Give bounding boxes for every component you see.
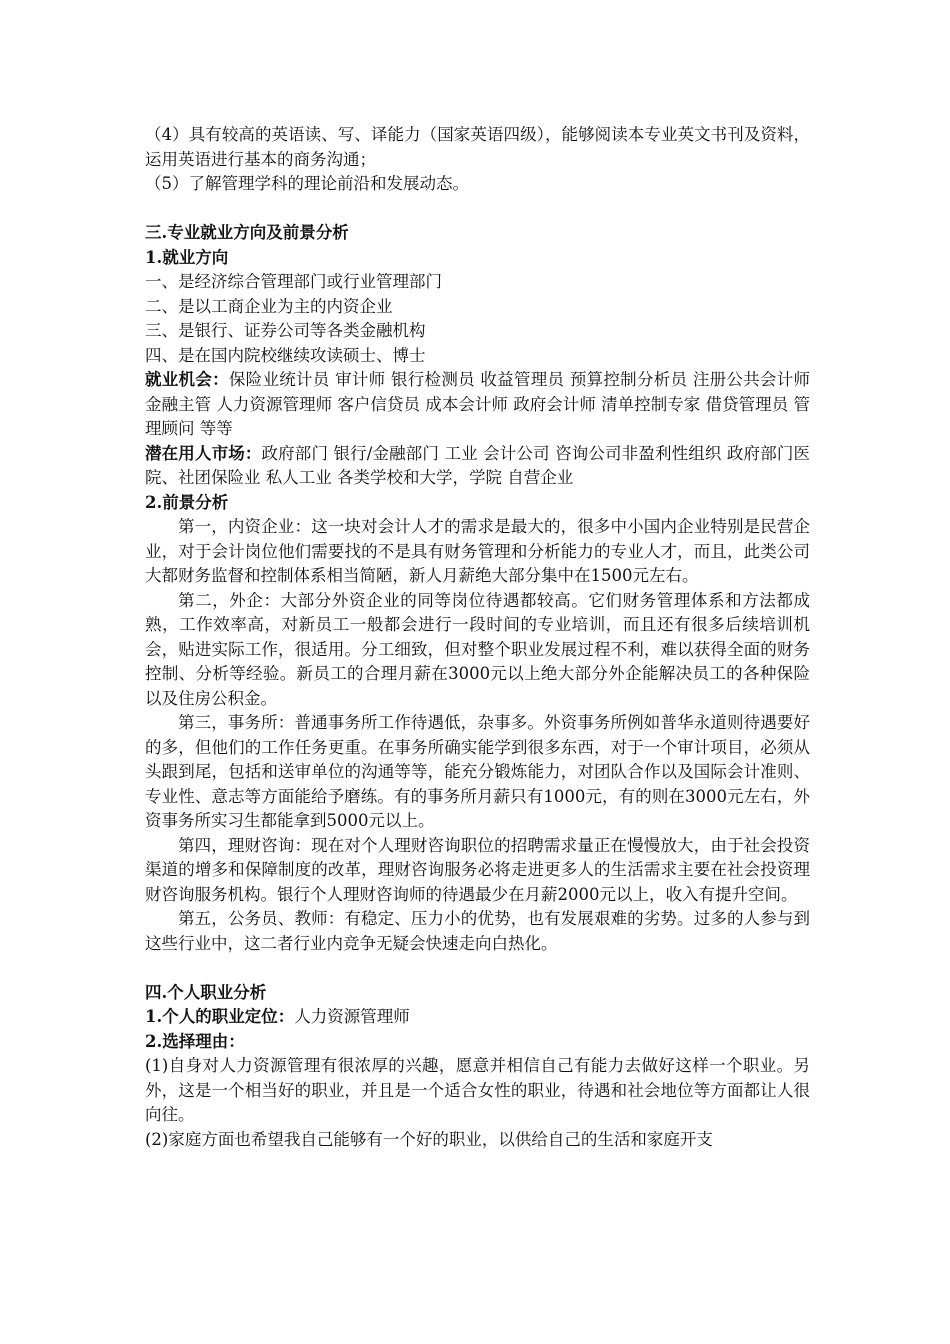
potential-market-label: 潜在用人市场：: [145, 443, 262, 463]
subsection-employment-direction: 1.就业方向: [145, 247, 229, 267]
prospect-paragraph-3: 第三，事务所：普通事务所工作待遇低，杂事多。外资事务所例如普华永道则待遇要好的多，但他们的工作任务更重。在事务所确实能学到很多东西，对于一个审计项目，必须从头跟到尾，包括和送审单位的沟通等等，能充分锻炼能力，对团队合作以及国际会计准则、专业性、意志等方面能给予磨练。有的事务所月薪只有1000元，有的则在3000元左右，外资事务所实习生都能拿到5000元以上。: [145, 713, 810, 830]
intro-item-5: （5）了解管理学科的理论前沿和发展动态。: [145, 174, 469, 193]
prospect-paragraph-2: 第二，外企：大部分外资企业的同等岗位待遇都较高。它们财务管理体系和方法都成熟，工作效率高，对新员工一般都会进行一段时间的专业培训，而且还有很多后续培训机会，贴进实际工作，很适用。分工细致，但对整个职业发展过程不利，难以获得全面的财务控制、分析等经验。新员工的合理月薪在3000元以上绝大部分外企能解决员工的各种保险以及住房公积金。: [145, 590, 810, 708]
potential-market: [145, 442, 810, 491]
employment-opportunities-text: 保险业统计员 审计师 银行检测员 收益管理员 预算控制分析员 注册公共会计师 金融主管 人力资源管理师 客户信贷员 成本会计师 政府会计师 清单控制专家 借贷管理员 管理顾问 等等: [145, 370, 810, 438]
employment-opportunities: [145, 368, 810, 442]
prospect-paragraph-5: 第五，公务员、教师：有稳定、压力小的优势，也有发展艰难的劣势。过多的人参与到这些行业中，这二者行业内竞争无疑会快速走向白热化。: [145, 909, 810, 953]
spacer: [145, 197, 810, 222]
direction-item-4: 四、是在国内院校继续攻读硕士、博士: [145, 345, 426, 365]
section-4-title: 四.个人职业分析: [145, 982, 267, 1002]
subsection-prospect-analysis: 2.前景分析: [145, 492, 229, 512]
reason-label: 2.选择理由：: [145, 1031, 245, 1051]
career-position-value: 人力资源管理师: [294, 1007, 410, 1026]
career-position-label: 1.个人的职业定位：: [145, 1007, 295, 1026]
spacer: [145, 956, 810, 981]
direction-item-3: 三、是银行、证券公司等各类金融机构: [145, 321, 426, 340]
prospect-paragraph-4: 第四，理财咨询：现在对个人理财咨询职位的招聘需求量正在慢慢放大，由于社会投资渠道的增多和保障制度的改革，理财咨询服务必将走进更多人的生活需求主要在社会投资理财咨询服务机构。银行个人理财咨询师的待遇最少在月薪2000元以上，收入有提升空间。: [145, 835, 810, 904]
employment-opportunities-label: 就业机会：: [145, 370, 229, 389]
direction-item-2: 二、是以工商企业为主的内资企业: [145, 296, 393, 316]
prospect-paragraph-1: 第一，内资企业：这一块对会计人才的需求是最大的，很多中小国内企业特别是民营企业，对于会计岗位他们需要找的不是具有财务管理和分析能力的专业人才，而且，此类公司大都财务监督和控制体系相当简陋，新人月薪绝大部分集中在1500元左右。: [145, 517, 810, 585]
reason-item-1: (1)自身对人力资源管理有很浓厚的兴趣，愿意并相信自己有能力去做好这样一个职业。另外，这是一个相当好的职业，并且是一个适合女性的职业，待遇和社会地位等方面都让人很向往。: [145, 1056, 810, 1124]
potential-market-text: 政府部门 银行/金融部门 工业 会计公司 咨询公司非盈利性组织 政府部门医院、社团保险业 私人工业 各类学校和大学，学院 自营企业: [145, 443, 810, 487]
document-page: [145, 123, 810, 1152]
intro-item-4: （4）具有较高的英语读、写、译能力（国家英语四级），能够阅读本专业英文书刊及资料，运用英语进行基本的商务沟通；: [145, 125, 810, 169]
career-position: [145, 1005, 810, 1030]
section-3-title: 三.专业就业方向及前景分析: [145, 223, 349, 242]
reason-item-2: (2)家庭方面也希望我自己能够有一个好的职业，以供给自己的生活和家庭开支: [145, 1129, 713, 1149]
direction-item-1: 一、是经济综合管理部门或行业管理部门: [145, 272, 442, 291]
